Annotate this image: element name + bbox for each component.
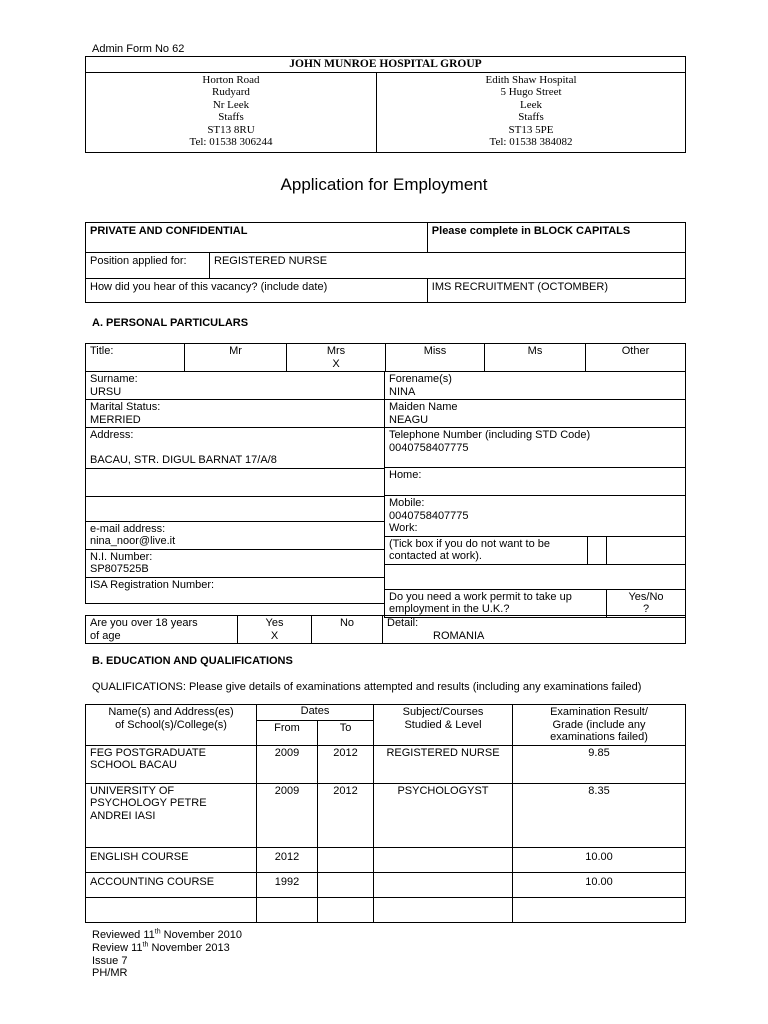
date-to[interactable] [318,872,374,897]
maiden-name-value: NEAGU [389,413,429,426]
surname-cell[interactable]: Surname: URSU [86,372,385,400]
forename-value: NINA [389,385,416,398]
address-line-blank-1[interactable] [86,468,385,496]
email-cell[interactable]: e-mail address: nina_noor@live.it [86,521,385,549]
section-b-heading: B. EDUCATION AND QUALIFICATIONS [92,655,293,667]
block-capitals-label: Please complete in BLOCK CAPITALS [427,223,685,253]
col-from-header: From [257,721,318,745]
result[interactable] [513,897,686,922]
form-number: Admin Form No 62 [92,43,185,55]
result[interactable]: 8.35 [513,783,686,847]
private-confidential-label: PRIVATE AND CONFIDENTIAL [86,223,428,253]
qualifications-intro: QUALIFICATIONS: Please give details of examinations attempted and results (including any examinations failed) [92,681,642,693]
footer-reviewed: Reviewed 11th November 2010 [92,928,242,941]
title-option-mr[interactable]: Mr [185,344,287,372]
title-option-other[interactable]: Other [586,344,686,372]
date-to[interactable]: 2012 [318,745,374,783]
marital-cell[interactable]: Marital Status: MERRIED [86,400,385,428]
education-table [85,704,686,923]
position-label: Position applied for: [86,253,210,279]
work-permit-answer[interactable]: Yes/No ? [607,589,686,617]
mobile-value: 0040758407775 [389,509,469,522]
section-a-heading: A. PERSONAL PARTICULARS [92,317,249,329]
address-value: BACAU, STR. DIGUL BARNAT 17/A/8 [90,454,277,466]
home-phone-cell[interactable]: Home: [385,468,686,496]
ni-number-value: SP807525B [90,563,149,575]
hospital-header-table [85,56,686,153]
date-from[interactable]: 2009 [257,745,318,783]
result[interactable]: 9.85 [513,745,686,783]
vacancy-label: How did you hear of this vacancy? (include date) [86,279,428,303]
footer [92,929,242,980]
hospital-address-left: Horton Road Rudyard Nr Leek Staffs ST13 8RU Tel: 01538 306244 [86,72,377,153]
email-value: nina_noor@live.it [90,535,176,547]
tick-box[interactable] [588,536,607,564]
over-18-yes-mark: X [270,629,279,642]
hospital-group-name: JOHN MUNROE HOSPITAL GROUP [86,57,686,73]
footer-issue: Issue 7 [92,954,128,967]
position-value[interactable]: REGISTERED NURSE [210,253,686,279]
date-to[interactable] [318,847,374,872]
tick-box-spacer [607,536,686,564]
subject[interactable]: REGISTERED NURSE [374,745,513,783]
table-row [86,745,686,783]
title-option-miss[interactable]: Miss [386,344,485,372]
address-line-blank-2[interactable] [86,496,385,521]
vacancy-value[interactable]: IMS RECRUITMENT (OCTOMBER) [427,279,685,303]
address-cell[interactable]: Address: BACAU, STR. DIGUL BARNAT 17/A/8 [86,428,385,469]
table-row [86,872,686,897]
date-from[interactable]: 2012 [257,847,318,872]
date-from[interactable]: 2009 [257,783,318,847]
maiden-name-cell[interactable]: Maiden Name NEAGU [385,400,686,428]
footer-review: Review 11th November 2013 [92,941,230,954]
telephone-cell[interactable]: Telephone Number (including STD Code) 0040758407775 [385,428,686,468]
title-mrs-mark: X [332,357,340,370]
subject[interactable] [374,847,513,872]
date-to[interactable]: 2012 [318,783,374,847]
subject[interactable] [374,897,513,922]
mobile-cell[interactable]: Mobile: 0040758407775 Work: [385,496,686,537]
ni-number-cell[interactable]: N.I. Number: SP807525B [86,549,385,577]
over-18-label: Are you over 18 years of age [86,616,238,644]
application-header-table [85,222,686,303]
col-subject-header: Subject/Courses Studied & Level [374,705,513,746]
surname-value: URSU [90,385,122,398]
title-option-mrs[interactable]: Mrs X [287,344,386,372]
isa-cell[interactable]: ISA Registration Number: [86,577,385,603]
school-name[interactable]: ACCOUNTING COURSE [86,872,257,897]
school-name[interactable] [86,897,257,922]
personal-right-table [384,371,686,618]
table-row [86,847,686,872]
over-18-yes[interactable]: Yes X [238,616,312,644]
school-name[interactable]: ENGLISH COURSE [86,847,257,872]
date-from[interactable]: 1992 [257,872,318,897]
detail-value: ROMANIA [433,629,485,642]
detail-cell[interactable]: Detail: ROMANIA [383,616,686,644]
work-permit-label: Do you need a work permit to take up employment in the U.K.? [385,589,607,617]
footer-initials: PH/MR [92,967,128,980]
result[interactable]: 10.00 [513,847,686,872]
personal-left-table [85,371,385,604]
forename-cell[interactable]: Forename(s) NINA [385,372,686,400]
work-permit-value: ? [642,603,650,615]
result[interactable]: 10.00 [513,872,686,897]
title-table [85,343,686,372]
col-to-header: To [318,721,374,745]
hospital-address-right: Edith Shaw Hospital 5 Hugo Street Leek Staffs ST13 5PE Tel: 01538 384082 [377,72,686,153]
col-result-header: Examination Result/ Grade (include any examinations failed) [513,705,686,746]
tick-box-label: (Tick box if you do not want to be contacted at work). [385,536,588,564]
work-label: Work: [389,522,418,534]
title-option-ms[interactable]: Ms [485,344,586,372]
title-label: Title: [86,344,185,372]
subject[interactable]: PSYCHOLOGYST [374,783,513,847]
school-name[interactable]: UNIVERSITY OF PSYCHOLOGY PETRE ANDREI IASI [86,783,257,847]
col-dates-header: Dates [257,705,374,721]
telephone-value: 0040758407775 [389,441,469,454]
col-school-header: Name(s) and Address(es) of School(s)/College(s) [86,705,257,746]
date-from[interactable] [257,897,318,922]
table-row [86,783,686,847]
date-to[interactable] [318,897,374,922]
over-18-no[interactable]: No [312,616,383,644]
marital-value: MERRIED [90,413,141,426]
subject[interactable] [374,872,513,897]
school-name[interactable]: FEG POSTGRADUATE SCHOOL BACAU [86,745,257,783]
page-title: Application for Employment [280,175,488,194]
ni-right-blank[interactable] [385,564,686,589]
table-row [86,897,686,922]
over-18-table [85,615,686,644]
